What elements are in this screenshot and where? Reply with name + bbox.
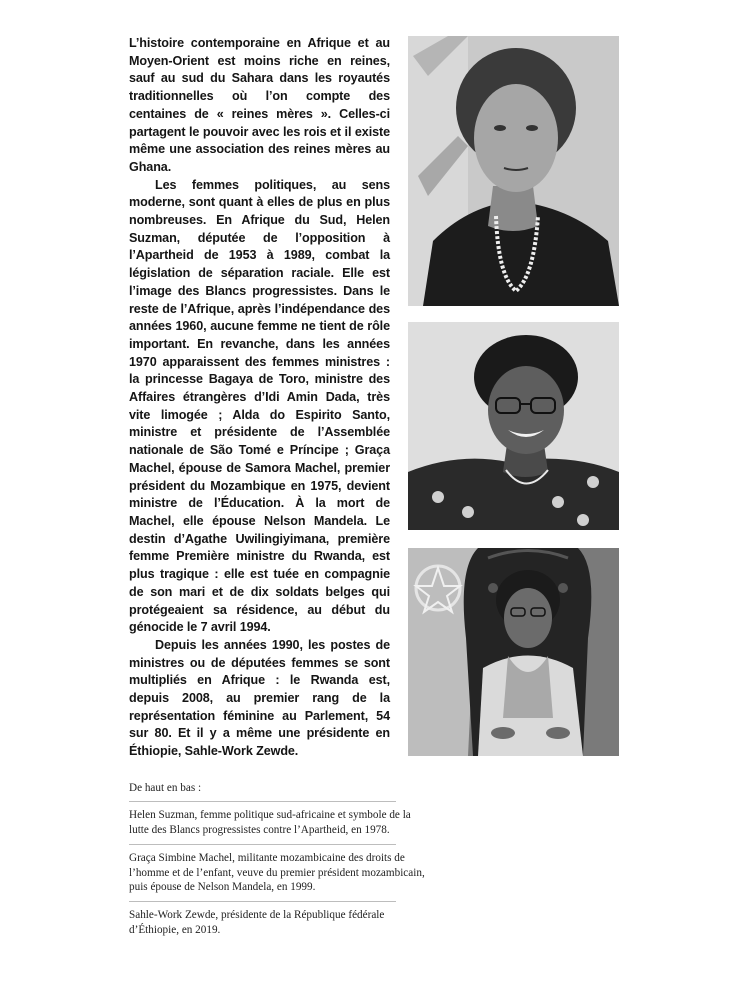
caption-graca-machel: Graça Simbine Machel, militante mozambicaine des droits de l’homme et de l’enfant, veuve du premier président mozambicain, puis épouse de Nelson Mandela, en 1999. <box>129 852 425 894</box>
caption-sahle-work-zewde: Sahle-Work Zewde, présidente de la République fédérale d’Éthiopie, en 2019. <box>129 909 385 936</box>
photo-helen-suzman <box>408 36 619 306</box>
article-text <box>129 35 390 761</box>
photo-graca-machel <box>408 322 619 530</box>
paragraph-3: Depuis les années 1990, les postes de ministres ou de députées femmes se sont multipliés en Afrique : le Rwanda est, depuis 2008, au premier rang de la représentation féminine au Parlement, 54 sur 80. Et il y a même une présidente en Éthiopie, Sahle-Work Zewde. <box>129 637 390 759</box>
photo-captions <box>129 781 429 944</box>
photo-sahle-work-zewde <box>408 548 619 756</box>
caption-intro: De haut en bas : <box>129 782 202 794</box>
caption-divider <box>129 844 396 845</box>
caption-divider <box>129 801 396 802</box>
caption-helen-suzman: Helen Suzman, femme politique sud-africaine et symbole de la lutte des Blancs progressistes contre l’Apartheid, en 1978. <box>129 809 411 836</box>
paragraph-2: Les femmes politiques, au sens moderne, sont quant à elles de plus en plus nombreuses. En Afrique du Sud, Helen Suzman, députée de l’opposition à l’Apartheid de 1953 à 1989, combat la législation de séparation raciale. Elle est l’image des Blancs progressistes. Dans le reste de l’Afrique, après l’indépendance des années 1960, aucune femme ne tient de rôle important. En revanche, dans les années 1970 apparaissent des femmes ministres : la princesse Bagaya de Toro, ministre des Affaires étrangères d’Idi Amin Dada, très vite limogée ; Alda do Espirito Santo, ministre et présidente de l’Assemblée nationale de São Tomé e Príncipe ; Graça Machel, épouse de Samora Machel, premier président du Mozambique en 1975, devient ministre de l’Éducation. À la mort de Machel, elle épouse Nelson Mandela. Le destin d’Agathe Uwilingiyimana, première femme Première ministre du Rwanda, est plus tragique : elle est tuée en compagnie de son mari et de dix soldats belges qui protégeaient sa résidence, au début du génocide le 7 avril 1994. <box>129 177 390 635</box>
paragraph-1: L’histoire contemporaine en Afrique et au Moyen-Orient est moins riche en reines, sauf au sud du Sahara dans les royautés traditionnelles où l’on compte des centaines de « reines mères ». Celles-ci partagent le pouvoir avec les rois et il existe même une association des reines mères au Ghana. <box>129 36 390 174</box>
caption-divider <box>129 901 396 902</box>
